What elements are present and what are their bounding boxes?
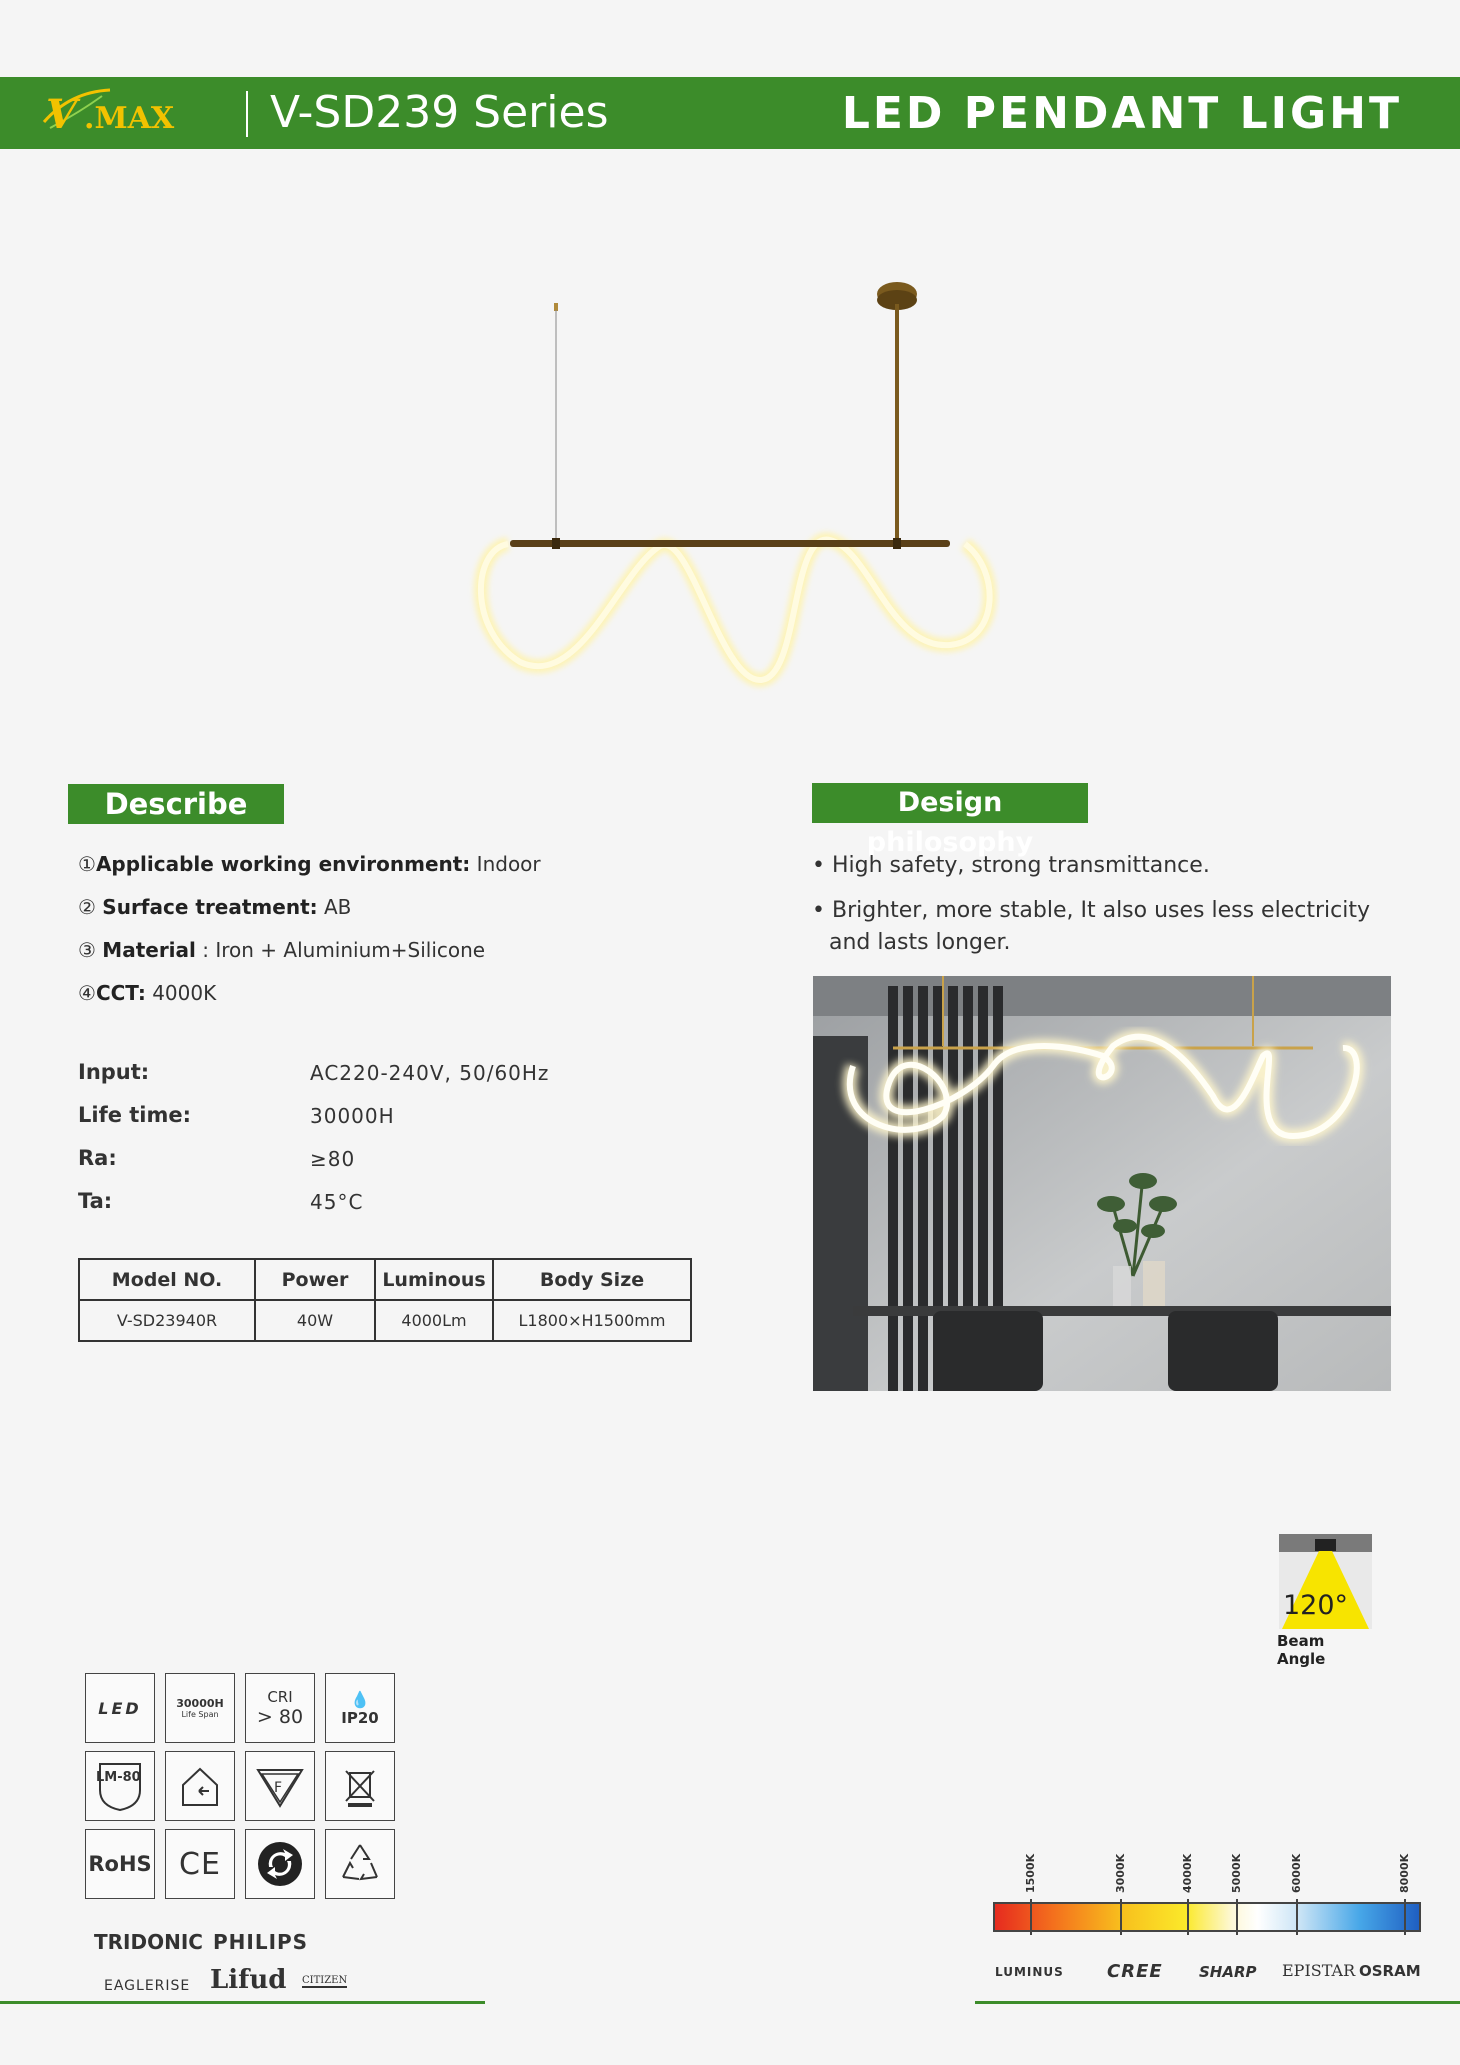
desc-value: Indoor [470, 852, 541, 876]
desc-value: AB [317, 895, 352, 919]
cri-label: CRI [267, 1688, 293, 1706]
desc-num: ③ [78, 938, 103, 962]
beam-angle-label: Beam Angle [1277, 1632, 1326, 1668]
table-header: Body Size [493, 1259, 691, 1300]
series-title: V-SD239 Series [270, 87, 609, 138]
cct-tick [1187, 1899, 1189, 1935]
spec-label-input: Input: [78, 1060, 150, 1084]
brand-lifud: Lifud [210, 1965, 287, 1995]
desc-cct [78, 981, 216, 1005]
rohs-icon [85, 1829, 155, 1899]
cct-label: 6000K [1290, 1853, 1303, 1893]
desc-label: Surface treatment: [102, 895, 318, 919]
cct-tick [1120, 1899, 1122, 1935]
brand-osram: OSRAM [1359, 1962, 1421, 1980]
design-bullet: • Brighter, more stable, It also uses less electricity [812, 898, 1370, 923]
recycle-icon [325, 1829, 395, 1899]
beam-angle-value: 120° [1283, 1590, 1349, 1621]
cct-tick [1296, 1899, 1298, 1935]
desc-material [78, 938, 485, 962]
cct-label: 3000K [1114, 1853, 1127, 1893]
desc-num: ④ [78, 981, 96, 1005]
brand-philips: PHILIPS [213, 1930, 309, 1954]
design-bullet-continuation: and lasts longer. [829, 930, 1011, 955]
lifespan-icon [165, 1673, 235, 1743]
spec-value-input: AC220-240V, 50/60Hz [310, 1061, 550, 1085]
footer-line-left [0, 2001, 485, 2004]
svg-text:F: F [274, 1780, 283, 1796]
brand-epistar: EPISTAR [1282, 1961, 1356, 1980]
water-drop-icon: 💧 [350, 1689, 370, 1709]
brand-citizen: CITIZEN [302, 1975, 348, 1986]
table-header: Model NO. [79, 1259, 255, 1300]
spec-value-lifetime: 30000H [310, 1104, 395, 1128]
cct-label: 8000K [1398, 1853, 1411, 1893]
table-header-row [79, 1259, 691, 1300]
product-title: LED PENDANT LIGHT [841, 88, 1402, 139]
flammable-surface-icon [245, 1751, 315, 1821]
desc-value: 4000K [145, 981, 217, 1005]
svg-text:.MAX: .MAX [84, 101, 175, 136]
cct-label: 1500K [1024, 1853, 1037, 1893]
design-tag: Design philosophy [812, 783, 1088, 823]
led-icon [85, 1673, 155, 1743]
table-cell: 4000Lm [375, 1300, 493, 1341]
table-cell: 40W [255, 1300, 375, 1341]
brand-luminus: LUMINUS [995, 1965, 1064, 1979]
spec-value-ta: 45°C [310, 1190, 364, 1214]
table-cell: L1800×H1500mm [493, 1300, 691, 1341]
desc-num: ② [78, 895, 103, 919]
ip-rating-icon [325, 1673, 395, 1743]
rohs-text: RoHS [88, 1852, 152, 1876]
table-cell: V-SD23940R [79, 1300, 255, 1341]
design-bullet-text: High safety, strong transmittance. [831, 853, 1210, 878]
desc-label: Applicable working environment: [95, 852, 471, 876]
footer-line-right [975, 2001, 1460, 2004]
table-row [79, 1300, 691, 1341]
spec-label-lifetime: Life time: [78, 1103, 192, 1127]
lm80-icon [85, 1751, 155, 1821]
cct-color-bar [993, 1902, 1421, 1932]
svg-text:V: V [46, 91, 78, 138]
lifespan-icon-text: 30000H [176, 1697, 224, 1710]
table-header: Luminous [375, 1259, 493, 1300]
room-photo [813, 976, 1391, 1391]
design-bullet-text: Brighter, more stable, It also uses less electricity [831, 898, 1370, 923]
indoor-icon [165, 1751, 235, 1821]
spec-label-ra: Ra: [78, 1146, 117, 1170]
cct-tick [1236, 1899, 1238, 1935]
weee-bin-icon [325, 1751, 395, 1821]
cct-tick [1030, 1899, 1032, 1935]
desc-num: ① [78, 852, 96, 876]
header-divider [246, 91, 248, 137]
cct-tick [1404, 1899, 1406, 1935]
ce-text: CE [179, 1846, 221, 1882]
cct-label: 4000K [1181, 1853, 1194, 1893]
desc-value: : Iron + Aluminium+Silicone [195, 938, 486, 962]
describe-tag: Describe [68, 784, 284, 824]
ip-rating-text: IP20 [341, 1708, 379, 1727]
desc-label: CCT: [95, 981, 146, 1005]
brand-eaglerise: EAGLERISE [104, 1978, 191, 1994]
green-dot-icon [245, 1829, 315, 1899]
cri-value: > 80 [256, 1706, 304, 1728]
led-icon-text: LED [98, 1698, 142, 1718]
cri-icon [245, 1673, 315, 1743]
design-bullet: • High safety, strong transmittance. [812, 853, 1210, 878]
brand-sharp: SHARP [1199, 1963, 1257, 1981]
ce-icon [165, 1829, 235, 1899]
spec-label-ta: Ta: [78, 1189, 113, 1213]
lm80-text: LM-80 [96, 1770, 141, 1785]
brand-tridonic: TRIDONIC [94, 1930, 203, 1954]
vmax-logo [40, 82, 230, 144]
desc-surface [78, 895, 351, 919]
table-header: Power [255, 1259, 375, 1300]
lifespan-sub-text: Life Span [181, 1710, 219, 1719]
spec-value-ra: ≥80 [310, 1147, 356, 1171]
cct-label: 5000K [1230, 1853, 1243, 1893]
brand-cree: CREE [1107, 1961, 1163, 1982]
desc-label: Material [102, 938, 196, 962]
desc-environment [78, 852, 541, 876]
product-image [460, 270, 1000, 700]
model-table [78, 1258, 692, 1342]
